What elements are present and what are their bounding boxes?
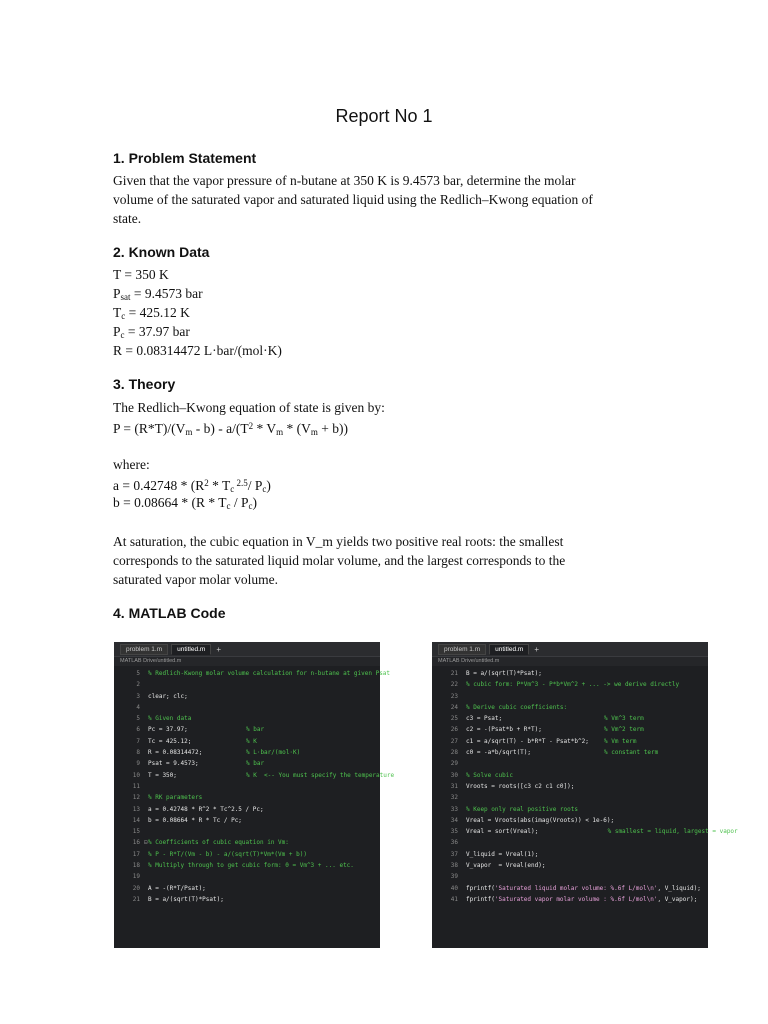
code-line: [432, 826, 738, 837]
code-comment: % Vm term: [604, 737, 637, 745]
code-text: % Derive cubic coefficients:: [466, 703, 568, 711]
line-number: 33: [450, 805, 458, 813]
code-line: [114, 736, 380, 747]
problem-statement-text: [113, 171, 653, 228]
code-text: c2 = -(Psat*b + R*T);: [466, 726, 542, 734]
code-line: [432, 781, 708, 792]
fold-toggle-icon[interactable]: ⊟: [144, 839, 148, 847]
known-pc: $P_c = 37.97$ bar: [113, 324, 190, 340]
code-line: [432, 679, 708, 690]
code-text: B = a/(sqrt(T)*Psat);: [148, 895, 224, 903]
code-line: [114, 849, 380, 860]
line-number: 39: [450, 873, 458, 881]
code-line: [114, 826, 380, 837]
tab-problem-1[interactable]: problem 1.m: [120, 644, 168, 655]
code-line: [432, 815, 708, 826]
line-number: 9: [136, 760, 140, 768]
code-line: [114, 837, 380, 848]
code-text: Vreal = sort(Vreal);: [466, 828, 539, 836]
known-temperature: T = 350 K: [113, 267, 169, 282]
code-line: [432, 724, 708, 735]
code-line: [114, 883, 380, 894]
code-line: [432, 871, 708, 882]
code-comment: % L·bar/(mol·K): [246, 749, 301, 757]
code-text: R = 0.08314472;: [148, 749, 203, 757]
code-comment: % Vm^2 term: [604, 726, 644, 734]
line-number: 36: [450, 839, 458, 847]
theory-equation-block: [113, 398, 653, 436]
line-number: 14: [132, 816, 140, 824]
line-number: 41: [450, 895, 458, 903]
code-text: fprintf('Saturated liquid molar volume: %.6f L/mol\n', V_liquid);: [466, 884, 701, 892]
editor-tab-bar: [432, 642, 708, 657]
line-number: 19: [132, 873, 140, 881]
line-number: 38: [450, 862, 458, 870]
text-line: state.: [113, 211, 142, 226]
code-text: b = 0.08664 * R * Tc / Pc;: [148, 816, 242, 824]
code-text: % Solve cubic: [466, 771, 513, 779]
line-number: 3: [136, 692, 140, 700]
code-text: % P - R*T/(Vm - b) - a/(sqrt(T)*Vm*(Vm + b)): [148, 850, 307, 858]
line-number: 8: [136, 749, 140, 757]
code-comment: % bar: [246, 760, 265, 768]
line-number: 23: [450, 692, 458, 700]
section-heading-matlab-code: 4. MATLAB Code: [113, 605, 226, 621]
line-number: 11: [132, 782, 140, 790]
line-number: 30: [450, 771, 458, 779]
code-line: [114, 691, 380, 702]
code-comment: % bar: [246, 726, 265, 734]
line-number: 5: [136, 715, 140, 723]
known-psat: $P_{sat} = 9.4573$ bar: [113, 286, 203, 302]
code-text: Vroots = roots([c3 c2 c1 c0]);: [466, 782, 575, 790]
code-line: [114, 781, 380, 792]
matlab-editor-screenshot-left: [114, 642, 395, 948]
line-number: 12: [132, 794, 140, 802]
editor-file-path: MATLAB Drive/untitled.m: [432, 657, 708, 666]
code-area[interactable]: [114, 666, 395, 905]
code-text: V_liquid = Vreal(1);: [466, 850, 539, 858]
line-number: 21: [450, 670, 458, 677]
code-comment: % K: [246, 737, 257, 745]
known-tc: $T_c = 425.12$ K: [113, 305, 190, 321]
code-text: % cubic form: P*Vm^3 - P*b*Vm^2 + ... -> we derive directly: [466, 681, 680, 689]
code-line: [432, 713, 708, 724]
line-number: 26: [450, 726, 458, 734]
code-line: [432, 860, 708, 871]
text-line: volume of the saturated vapor and saturated liquid using the Redlich–Kwong equation of: [113, 192, 593, 207]
line-number: 37: [450, 850, 458, 858]
line-number: 17: [132, 850, 140, 858]
line-number: 24: [450, 703, 458, 711]
code-line: [114, 679, 380, 690]
line-number: 18: [132, 862, 140, 870]
code-line: [114, 758, 380, 769]
code-line: [114, 804, 380, 815]
theory-parameters: [113, 455, 653, 512]
text-line: corresponds to the saturated liquid molar volume, and the largest corresponds to the: [113, 553, 566, 568]
code-line: [114, 770, 395, 781]
line-number: 10: [132, 771, 140, 779]
code-text: V_vapor = Vreal(end);: [466, 862, 546, 870]
code-line: [432, 747, 708, 758]
code-line: [432, 837, 708, 848]
report-title: Report No 1: [335, 106, 433, 126]
parameter-b: $b = 0.08664 * (R * T_c / P_c)$: [113, 495, 258, 511]
code-line: [114, 894, 380, 905]
code-text: A = -(R*T/Psat);: [148, 884, 206, 892]
text-line: saturated vapor molar volume.: [113, 572, 278, 587]
theory-intro: The Redlich–Kwong equation of state is given by:: [113, 400, 385, 415]
line-number: 27: [450, 737, 458, 745]
line-number: 20: [132, 884, 140, 892]
code-line: [114, 815, 380, 826]
code-text: c0 = -a*b/sqrt(T);: [466, 749, 532, 757]
code-line: [432, 668, 708, 679]
section-heading-theory: 3. Theory: [113, 376, 176, 392]
code-comment: % K <-- You must specify the temperature: [246, 771, 395, 779]
line-number: 29: [450, 760, 458, 768]
line-number: 28: [450, 749, 458, 757]
code-line: [432, 849, 708, 860]
code-string: 'Saturated vapor molar volume : %.6f L/mol\n': [494, 895, 658, 903]
known-gas-constant: R = 0.08314472 L·bar/(mol·K): [113, 343, 282, 358]
code-string: 'Saturated liquid molar volume: %.6f L/mol\n': [494, 884, 658, 892]
code-text: c1 = a/sqrt(T) - b*R*T - Psat*b^2;: [466, 737, 589, 745]
code-line: [114, 792, 380, 803]
line-number: 2: [136, 681, 140, 689]
code-line: [432, 691, 708, 702]
code-line: [432, 702, 708, 713]
code-area[interactable]: [432, 666, 738, 905]
code-text: Pc = 37.97;: [148, 726, 188, 734]
line-number: 6: [136, 726, 140, 734]
line-number: 35: [450, 828, 458, 836]
code-text: % Given data: [148, 715, 192, 723]
code-line: [432, 883, 708, 894]
text-line: Given that the vapor pressure of n-butane at 350 K is 9.4573 bar, determine the molar: [113, 173, 576, 188]
code-line: [114, 871, 380, 882]
line-number: 22: [450, 681, 458, 689]
line-number: 7: [136, 737, 140, 745]
code-line: [432, 792, 708, 803]
code-line: [114, 724, 380, 735]
code-text: B = a/(sqrt(T)*Psat);: [466, 670, 542, 677]
matlab-editor-screenshot-right: [432, 642, 738, 948]
code-line: [114, 702, 380, 713]
line-number: 4: [136, 703, 140, 711]
line-number: 16: [132, 839, 140, 847]
code-line: [114, 747, 380, 758]
line-number: 21: [132, 895, 140, 903]
code-text: c3 = Psat;: [466, 715, 503, 723]
code-text: Psat = 9.4573;: [148, 760, 199, 768]
section-heading-problem-statement: 1. Problem Statement: [113, 150, 257, 166]
line-number: 15: [132, 828, 140, 836]
code-line: [432, 770, 708, 781]
parameter-a: $a = 0.42748 * (R^2 * T_c$ $^{2.5}$/ $P_c$): [113, 478, 271, 494]
code-line: [432, 736, 708, 747]
code-text: % Keep only real positive roots: [466, 805, 578, 813]
tab-untitled[interactable]: untitled.m: [489, 644, 529, 655]
line-number: 34: [450, 816, 458, 824]
code-text: % RK parameters: [148, 794, 203, 802]
known-data-list: [113, 265, 653, 360]
code-text: Tc = 425.12;: [148, 737, 192, 745]
code-line: [432, 804, 708, 815]
code-line: [114, 860, 380, 871]
code-line: [114, 713, 380, 724]
tab-problem-1[interactable]: problem 1.m: [438, 644, 486, 655]
line-number: 5: [136, 670, 140, 677]
editor-tab-bar: [114, 642, 380, 657]
code-text: % Multiply through to get cubic form: 0 = Vm^3 + ... etc.: [148, 862, 354, 870]
code-line: [114, 668, 391, 679]
code-comment: % smallest = liquid, largest = vapor: [604, 828, 738, 836]
code-text: fprintf('Saturated vapor molar volume : %.6f L/mol\n', V_vapor);: [466, 895, 698, 903]
code-comment: % Vm^3 term: [604, 715, 644, 723]
code-text: % Coefficients of cubic equation in Vm:: [148, 839, 289, 847]
line-number: 31: [450, 782, 458, 790]
code-line: [432, 758, 708, 769]
add-tab-icon[interactable]: +: [216, 644, 221, 654]
code-comment: % constant term: [604, 749, 659, 757]
add-tab-icon[interactable]: +: [534, 644, 539, 654]
line-number: 13: [132, 805, 140, 813]
code-text: a = 0.42748 * R^2 * Tc^2.5 / Pc;: [148, 805, 264, 813]
where-label: where:: [113, 457, 150, 472]
line-number: 25: [450, 715, 458, 723]
code-text: Vreal = Vroots(abs(imag(Vroots)) < 1e-6);: [466, 816, 615, 824]
code-text: % Redlich-Kwong molar volume calculation for n-butane at given Psat: [148, 670, 391, 677]
saturation-paragraph: [113, 532, 653, 589]
code-line: [432, 894, 708, 905]
editor-file-path: MATLAB Drive/untitled.m: [114, 657, 380, 666]
rk-equation: $P = (R*T)/(V_m - b) - a/(T^2 * V_m * (V_m + b))$: [113, 421, 349, 437]
tab-untitled[interactable]: untitled.m: [171, 644, 211, 655]
line-number: 40: [450, 884, 458, 892]
code-text: T = 350;: [148, 771, 177, 779]
line-number: 32: [450, 794, 458, 802]
section-heading-known-data: 2. Known Data: [113, 244, 210, 260]
code-text: clear; clc;: [148, 692, 188, 700]
text-line: At saturation, the cubic equation in V_m yields two positive real roots: the smallest: [113, 534, 564, 549]
